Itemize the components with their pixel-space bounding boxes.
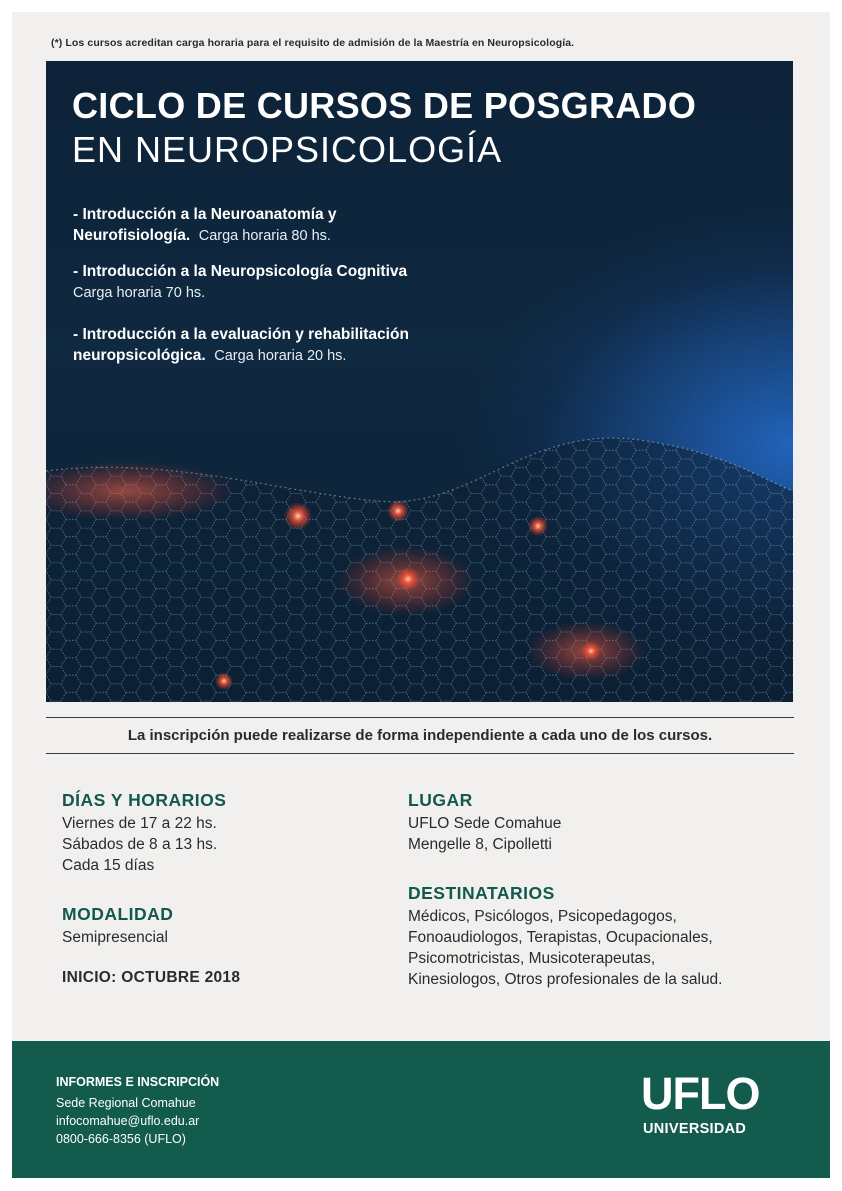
hero-banner [46, 61, 793, 702]
place-list [408, 813, 561, 855]
course-title-cont: Neurofisiología. [73, 227, 191, 244]
course-hours: Carga horaria 70 hs. [73, 285, 206, 301]
place-line: UFLO Sede Comahue [408, 815, 562, 832]
hero-title: CICLO DE CURSOS DE POSGRADO [72, 85, 697, 126]
course-hours: Carga horaria 20 hs. [214, 348, 347, 364]
uflo-logo-subtitle: UNIVERSIDAD [643, 1121, 747, 1137]
enrollment-note: La inscripción puede realizarse de forma independiente a cada uno de los cursos. [127, 727, 713, 744]
admission-note: (*) Los cursos acreditan carga horaria para el requisito de admisión de la Maestría en Neuropsicología. [51, 37, 575, 49]
course-item [73, 324, 409, 367]
modality-value: Semipresencial [62, 929, 168, 946]
audience-heading: DESTINATARIOS [408, 883, 555, 903]
audience-list [408, 906, 723, 990]
schedule-list [62, 813, 217, 876]
course-item [73, 204, 337, 247]
start-date: INICIO: OCTUBRE 2018 [62, 969, 241, 986]
schedule-line: Cada 15 días [62, 857, 155, 874]
contact-email: infocomahue@uflo.edu.ar [56, 1114, 200, 1128]
schedule-line: Viernes de 17 a 22 hs. [62, 815, 217, 832]
audience-line: Fonoaudiologos, Terapistas, Ocupacionales, [408, 929, 713, 946]
modality-heading: MODALIDAD [62, 904, 174, 924]
contact-phone: 0800-666-8356 (UFLO) [56, 1132, 186, 1146]
hero-subtitle: EN NEUROPSICOLOGÍA [72, 129, 503, 170]
uflo-logo: UFLO [641, 1068, 760, 1119]
course-item [73, 261, 407, 304]
course-title-cont: neuropsicológica. [73, 347, 206, 364]
course-title: - Introducción a la Neuroanatomía y [73, 206, 337, 223]
place-heading: LUGAR [408, 790, 473, 810]
divider-top [46, 717, 794, 718]
schedule-line: Sábados de 8 a 13 hs. [62, 836, 218, 853]
audience-line: Kinesiologos, Otros profesionales de la salud. [408, 971, 723, 988]
audience-line: Médicos, Psicólogos, Psicopedagogos, [408, 908, 677, 925]
audience-line: Psicomotricistas, Musicoterapeutas, [408, 950, 656, 967]
contact-office: Sede Regional Comahue [56, 1096, 196, 1110]
course-title: - Introducción a la Neuropsicología Cognitiva [73, 263, 408, 280]
contact-heading: INFORMES E INSCRIPCIÓN [56, 1075, 220, 1089]
contact-footer [12, 1041, 830, 1178]
schedule-heading: DÍAS Y HORARIOS [62, 790, 227, 810]
divider-bottom [46, 753, 794, 754]
course-hours: Carga horaria 80 hs. [198, 228, 331, 244]
course-title: - Introducción a la evaluación y rehabilitación [73, 326, 409, 343]
place-line: Mengelle 8, Cipolletti [408, 836, 552, 853]
